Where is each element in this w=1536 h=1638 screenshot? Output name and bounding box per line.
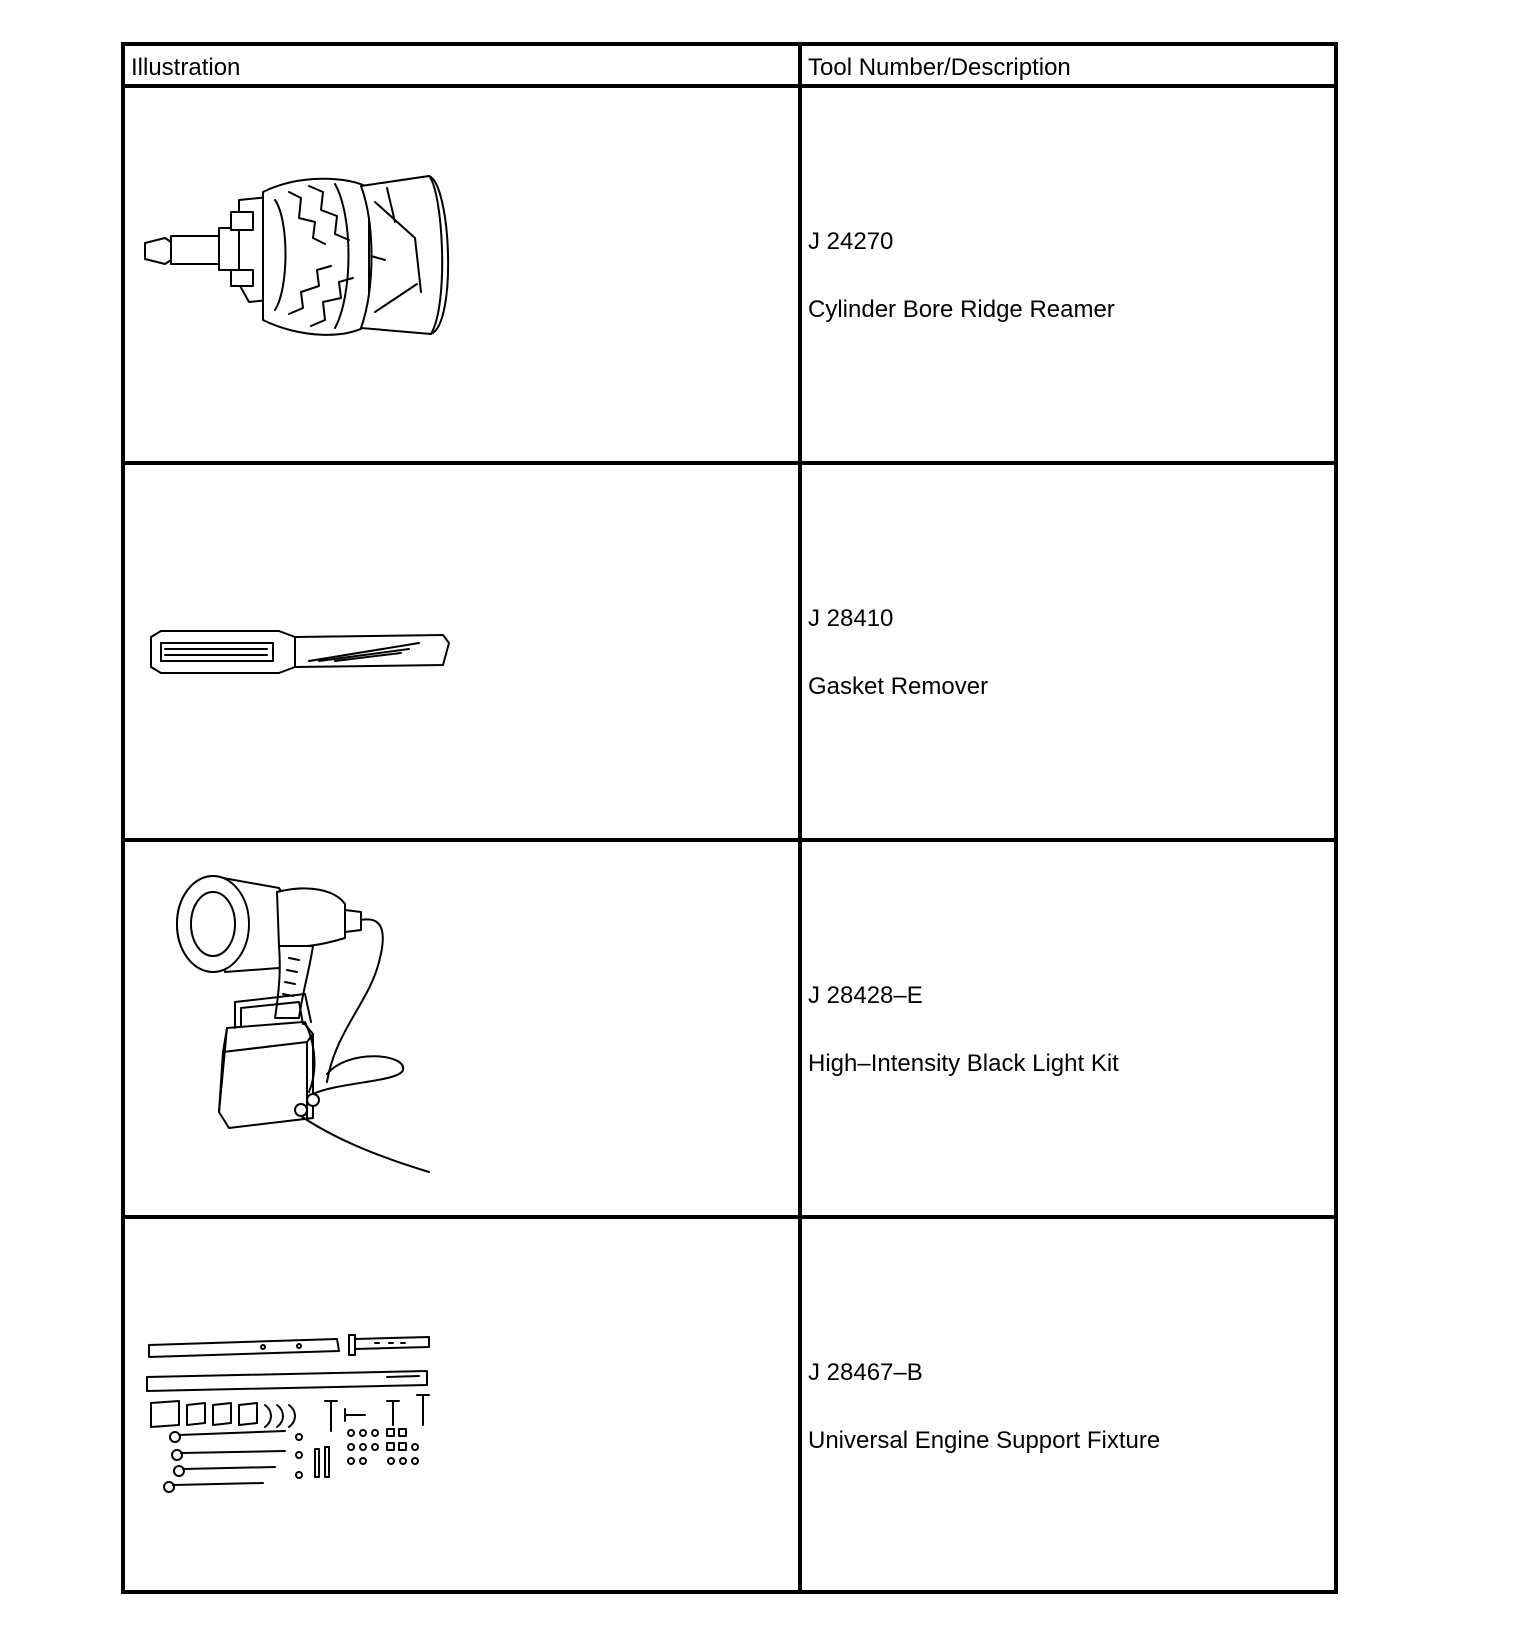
table-row — [125, 88, 1334, 465]
description-cell — [808, 842, 1328, 1215]
header-illustration: Illustration — [131, 54, 241, 81]
engine-support-fixture-icon — [139, 1219, 499, 1596]
description-cell — [808, 88, 1328, 461]
black-light-kit-icon — [139, 842, 499, 1219]
table-row — [125, 842, 1334, 1219]
description-cell — [808, 465, 1328, 838]
illustration-cell — [125, 88, 798, 461]
tool-number: J 28428–E — [808, 982, 923, 1009]
tool-number: J 28410 — [808, 605, 894, 632]
header-tool-number-description: Tool Number/Description — [808, 54, 1071, 81]
table-row — [125, 465, 1334, 842]
tool-description: Cylinder Bore Ridge Reamer — [808, 296, 1115, 323]
tool-description: Gasket Remover — [808, 673, 989, 700]
tool-description: Universal Engine Support Fixture — [808, 1427, 1161, 1454]
tool-description: High–Intensity Black Light Kit — [808, 1050, 1119, 1077]
illustration-cell — [125, 842, 798, 1215]
tool-number: J 28467–B — [808, 1359, 923, 1386]
tool-table — [121, 42, 1338, 1594]
description-cell — [808, 1219, 1328, 1596]
table-row — [125, 1219, 1334, 1596]
gasket-remover-icon — [139, 465, 499, 842]
ridge-reamer-icon — [139, 88, 499, 465]
illustration-cell — [125, 1219, 798, 1596]
table-header — [125, 46, 1334, 88]
tool-number: J 24270 — [808, 228, 894, 255]
illustration-cell — [125, 465, 798, 838]
